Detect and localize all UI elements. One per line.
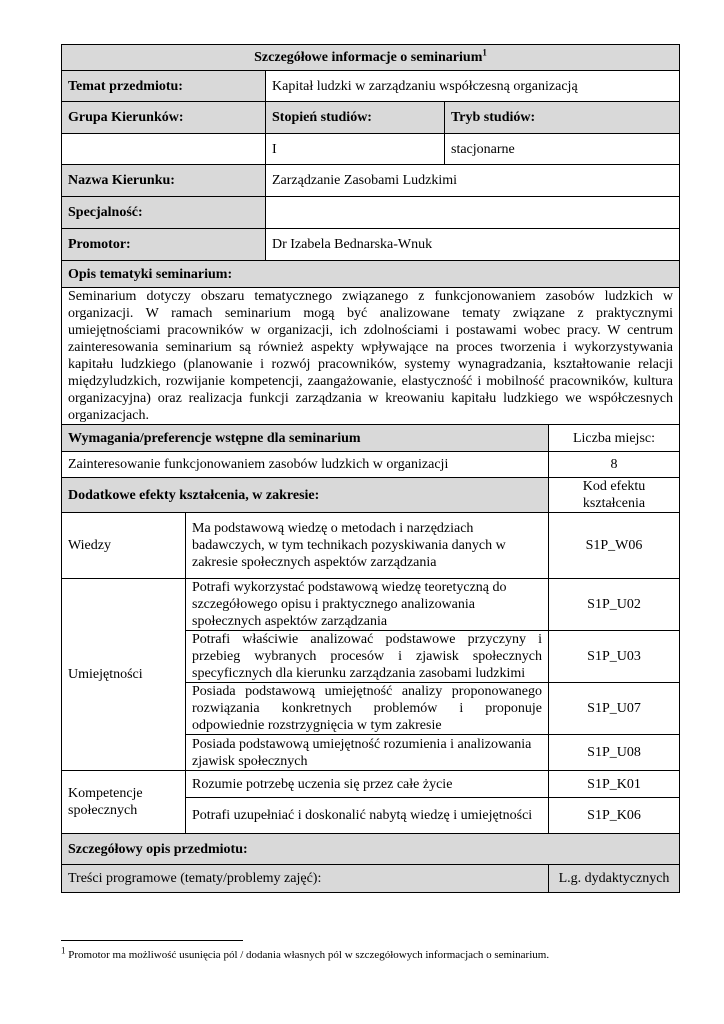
wiedza-item-code: S1P_W06 (549, 513, 680, 579)
kierunek-value: Zarządzanie Zasobami Ludzkimi (266, 165, 680, 197)
grupa-label: Grupa Kierunków: (62, 102, 266, 134)
wymagania-label: Wymagania/preferencje wstępne dla seminarium (62, 425, 549, 452)
kod-efektu-label: Kod efektu kształcenia (549, 478, 680, 513)
footnote-mark: 1 (61, 945, 66, 956)
tryb-value: stacjonarne (445, 134, 680, 165)
lg-label: L.g. dydaktycznych (549, 865, 680, 893)
specjalnosc-label: Specjalność: (62, 197, 266, 229)
umiejetnosci-label: Umiejętności (62, 579, 186, 771)
kompetencje-item-code: S1P_K06 (549, 798, 680, 834)
kompetencje-item-text: Potrafi uzupełniać i doskonalić nabytą wiedzę i umiejętności (186, 798, 549, 834)
opis-text: Seminarium dotyczy obszaru tematycznego związanego z funkcjonowaniem zasobów ludzkich w organizacji. W ramach seminarium mogą być analizowane tematy związane z praktycznymi umiejętnościami pracowników w organizacji, ich zdolnościami i postawami wobec pracy. W centrum zainteresowania seminarium są również aspekty wpływające na proces tworzenia i wykorzystywania kapitału ludzkiego (planowanie i rozwój pracowników, systemy wynagradzania, kształtowanie relacji międzyludzkich, rozwijanie kompetencji, zaangażowanie, elastyczność i mobilność pracowników, kultura organizacyjna) oraz realizacja funkcji zarządzania w kreowaniu kapitału ludzkiego we współczesnych organizacjach. (62, 288, 680, 425)
specjalnosc-value (266, 197, 680, 229)
temat-value: Kapitał ludzki w zarządzaniu współczesną organizacją (266, 71, 680, 102)
umiejetnosci-item-code: S1P_U02 (549, 579, 680, 631)
umiejetnosci-item-text: Posiada podstawową umiejętność analizy proponowanego rozwiązania konkretnych problemów i proponuje odpowiednie rozstrzygnięcia w tym zakresie (186, 683, 549, 735)
footnote-ref: 1 (482, 47, 487, 58)
footnote-text: Promotor ma możliwość usunięcia pól / dodania własnych pól w szczegółowych informacjach o seminarium. (68, 949, 550, 961)
kompetencje-item-text: Rozumie potrzebę uczenia się przez całe życie (186, 771, 549, 798)
kierunek-label: Nazwa Kierunku: (62, 165, 266, 197)
wymagania-value: Zainteresowanie funkcjonowaniem zasobów ludzkich w organizacji (62, 452, 549, 478)
promotor-value: Dr Izabela Bednarska-Wnuk (266, 229, 680, 261)
wiedza-label: Wiedzy (62, 513, 186, 579)
tryb-label: Tryb studiów: (445, 102, 680, 134)
umiejetnosci-item-text: Potrafi wykorzystać podstawową wiedzę teoretyczną do szczegółowego opisu i praktycznego analizowania społecznych aspektów zarządzania (186, 579, 549, 631)
opis-label: Opis tematyki seminarium: (62, 261, 680, 288)
grupa-value (62, 134, 266, 165)
stopien-value: I (266, 134, 445, 165)
kompetencje-label: Kompetencje społecznych (62, 771, 186, 834)
promotor-label: Promotor: (62, 229, 266, 261)
umiejetnosci-item-text: Posiada podstawową umiejętność rozumienia i analizowania zjawisk społecznych (186, 735, 549, 771)
footnote (61, 945, 550, 962)
umiejetnosci-item-code: S1P_U08 (549, 735, 680, 771)
liczba-miejsc-value: 8 (549, 452, 680, 478)
umiejetnosci-item-code: S1P_U07 (549, 683, 680, 735)
umiejetnosci-item-text: Potrafi właściwie analizować podstawowe przyczyny i przebieg wybranych procesów i zjawisk społecznych specyficznych dla kierunku zarządzania zasobami ludzkimi (186, 631, 549, 683)
tresci-label: Treści programowe (tematy/problemy zajęć): (62, 865, 549, 893)
wiedza-item-text: Ma podstawową wiedzę o metodach i narzędziach badawczych, w tym technikach pozyskiwania danych w zakresie społecznych aspektów zarządzania (186, 513, 549, 579)
footnote-divider (61, 940, 243, 941)
kompetencje-item-code: S1P_K01 (549, 771, 680, 798)
stopien-label: Stopień studiów: (266, 102, 445, 134)
seminar-info-table (61, 44, 680, 893)
liczba-miejsc-label: Liczba miejsc: (549, 425, 680, 452)
efekty-label: Dodatkowe efekty kształcenia, w zakresie: (62, 478, 549, 513)
szczegolowy-label: Szczegółowy opis przedmiotu: (62, 834, 680, 865)
temat-label: Temat przedmiotu: (62, 71, 266, 102)
umiejetnosci-item-code: S1P_U03 (549, 631, 680, 683)
table-title: Szczegółowe informacje o seminarium$^1$ (62, 45, 680, 71)
